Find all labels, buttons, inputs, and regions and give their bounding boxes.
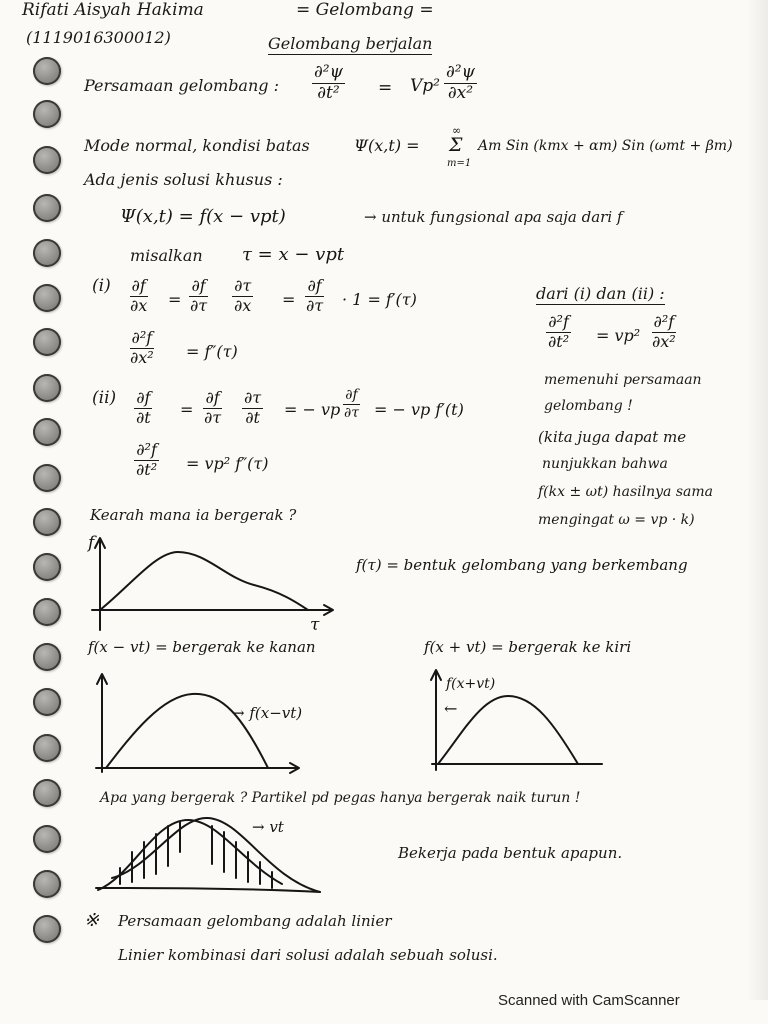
binder-hole: [33, 57, 61, 85]
wave-eq-lhs-fraction: [312, 64, 345, 103]
axis-y-label: f: [88, 533, 95, 553]
binder-hole: [33, 688, 61, 716]
binder-hole: [33, 598, 61, 626]
shape-note: f(τ) = bentuk gelombang yang berkembang: [356, 556, 688, 574]
binder-hole: [33, 146, 61, 174]
fraction-denominator: ∂τ: [344, 404, 359, 421]
part-ii-second-result: = vp² f″(τ): [186, 454, 269, 473]
note-line: (kita juga dapat me: [538, 428, 687, 446]
part-i-frac-1: [128, 278, 149, 315]
fraction-denominator: ∂t: [136, 407, 151, 427]
binder-hole: [33, 464, 61, 492]
part-ii-second-derivative: [134, 442, 159, 479]
fraction-denominator: ∂t²: [317, 82, 340, 103]
right-curve-label: → f(x−vt): [232, 704, 303, 722]
fraction-numerator: ∂f: [205, 388, 220, 407]
combined-lhs-fraction: [546, 314, 571, 351]
wave-curve: [100, 552, 308, 610]
wave-eq-rhs-fraction: [444, 64, 477, 103]
binder-hole: [33, 100, 61, 128]
fraction-numerator: ∂²ψ: [446, 62, 475, 82]
scan-shadow: [746, 0, 768, 1000]
binder-hole: [33, 779, 61, 807]
fraction-numerator: ∂²ψ: [314, 62, 343, 82]
part-ii-frac-3: [242, 390, 263, 427]
direction-question: Kearah mana ia bergerak ?: [90, 506, 297, 524]
wave-right-sketch: [92, 664, 312, 776]
equals-sign: =: [378, 78, 393, 98]
wave-left-sketch: [428, 664, 608, 776]
fraction-denominator: ∂τ: [204, 407, 222, 427]
equals-sign: =: [180, 400, 194, 419]
part-i-second-derivative: [128, 330, 156, 367]
part-i-result: · 1 = f′(τ): [342, 290, 417, 309]
left-arrow: ←: [444, 699, 458, 718]
sigma-top: ∞: [452, 124, 462, 137]
part-i-label: (i): [92, 276, 111, 296]
part-ii-frac-1: [134, 390, 153, 427]
fraction-numerator: ∂f: [307, 276, 322, 295]
substitution-expr: τ = x − vpt: [242, 244, 345, 265]
fraction-denominator: ∂τ: [190, 295, 208, 315]
fraction-numerator: ∂f: [345, 387, 358, 403]
binder-hole: [33, 374, 61, 402]
particle-motion-sketch: [92, 812, 332, 898]
fraction-numerator: ∂τ: [244, 388, 262, 407]
section-title: Gelombang berjalan: [268, 34, 433, 53]
topic-title: = Gelombang =: [296, 0, 434, 20]
fraction-denominator: ∂x: [234, 295, 252, 315]
travelling-solution-note: → untuk fungsional apa saja dari f: [364, 208, 623, 226]
binder-hole: [33, 194, 61, 222]
part-i-frac-2: [188, 278, 209, 315]
binder-hole: [33, 734, 61, 762]
part-i-second-result: = f″(τ): [186, 342, 238, 361]
binder-hole: [33, 239, 61, 267]
linearity-line: Linier kombinasi dari solusi adalah sebuah solusi.: [118, 946, 498, 964]
binder-hole: [33, 418, 61, 446]
combined-title: dari (i) dan (ii) :: [536, 284, 665, 303]
fraction-numerator: ∂²f: [136, 440, 157, 459]
star-marker: ※: [84, 910, 100, 931]
linearity-line: Persamaan gelombang adalah linier: [118, 912, 392, 930]
fraction-numerator: ∂²f: [548, 312, 569, 331]
scanner-watermark: Scanned with CamScanner: [498, 992, 680, 1009]
wave-equation-label: Persamaan gelombang :: [84, 76, 279, 95]
left-curve-label: f(x+vt): [446, 676, 496, 692]
part-ii-frac-2: [202, 390, 223, 427]
binder-hole: [33, 508, 61, 536]
binder-hole: [33, 284, 61, 312]
fraction-numerator: ∂τ: [234, 276, 252, 295]
substitution-label: misalkan: [130, 246, 203, 265]
note-line: memenuhi persamaan: [544, 372, 702, 388]
vt-label: → vt: [252, 818, 284, 836]
note-line: mengingat ω = vp · k): [538, 512, 695, 528]
particles-question: Apa yang bergerak ? Partikel pd pegas hanya bergerak naik turun !: [100, 790, 581, 806]
part-ii-label: (ii): [92, 388, 117, 408]
combined-mid: = vp²: [596, 326, 641, 345]
note-line: f(kx ± ωt) hasilnya sama: [538, 484, 713, 500]
fraction-numerator: ∂f: [131, 276, 146, 295]
part-ii-mid: = − vp: [284, 400, 341, 419]
normal-mode-rhs: Am Sin (kmx + αm) Sin (ωmt + βm): [478, 138, 733, 154]
fraction-numerator: ∂f: [191, 276, 206, 295]
wave-shape-sketch: [86, 530, 346, 634]
moving-left-label: f(x + vt) = bergerak ke kiri: [424, 638, 632, 656]
combined-rhs-fraction: [650, 314, 678, 351]
moving-right-label: f(x − vt) = bergerak ke kanan: [88, 638, 316, 656]
part-ii-frac-4: [342, 388, 361, 420]
fraction-numerator: ∂²f: [653, 312, 675, 331]
sigma-symbol: Σ: [449, 134, 463, 156]
fraction-numerator: ∂f: [136, 388, 151, 407]
binder-hole: [33, 915, 61, 943]
fraction-denominator: ∂t²: [136, 459, 158, 479]
note-line: nunjukkan bahwa: [542, 456, 668, 472]
student-id: (1119016300012): [26, 28, 171, 47]
wave-speed-coefficient: Vp²: [410, 76, 440, 96]
part-i-frac-4: [304, 278, 325, 315]
author-name: Rifati Aisyah Hakima: [22, 0, 204, 20]
axis-x-label: τ: [310, 615, 320, 635]
fraction-denominator: ∂x: [130, 295, 148, 315]
wave-curve: [438, 696, 578, 764]
sigma-bottom: m=1: [447, 158, 472, 169]
equals-sign: =: [282, 290, 296, 309]
special-solution-label: Ada jenis solusi khusus :: [84, 170, 283, 189]
fraction-denominator: ∂x²: [447, 82, 474, 103]
fraction-denominator: ∂x²: [652, 331, 676, 351]
note-line: gelombang !: [544, 398, 633, 414]
normal-mode-label: Mode normal, kondisi batas: [84, 136, 310, 155]
part-i-frac-3: [232, 278, 253, 315]
particles-note: Bekerja pada bentuk apapun.: [398, 844, 623, 862]
travelling-solution: Ψ(x,t) = f(x − vpt): [120, 206, 286, 227]
fraction-denominator: ∂τ: [306, 295, 324, 315]
fraction-denominator: ∂x²: [130, 347, 154, 367]
part-ii-result: = − vp f′(t): [374, 400, 464, 419]
baseline: [96, 888, 320, 892]
normal-mode-psi: Ψ(x,t) =: [354, 136, 420, 155]
binder-hole: [33, 870, 61, 898]
binder-hole: [33, 328, 61, 356]
fraction-denominator: ∂t²: [548, 331, 570, 351]
fraction-numerator: ∂²f: [131, 328, 153, 347]
fraction-denominator: ∂t: [245, 407, 260, 427]
equals-sign: =: [168, 290, 182, 309]
binder-hole: [33, 553, 61, 581]
binder-hole: [33, 643, 61, 671]
binder-hole: [33, 825, 61, 853]
